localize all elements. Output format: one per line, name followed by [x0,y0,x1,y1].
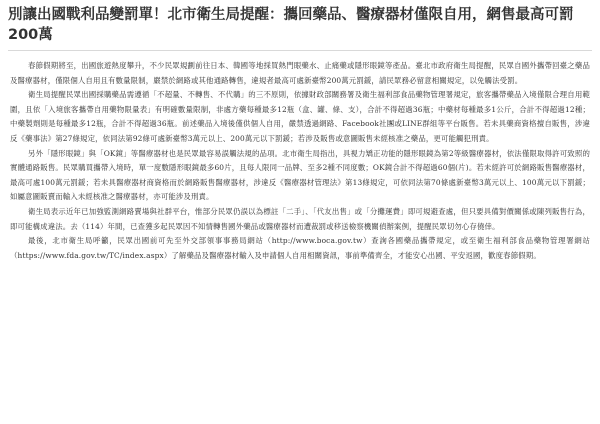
article-paragraph-5: 最後，北市衛生局呼籲，民眾出國前可先至外交部領事事務局網站（http://www.boca.gov.tw）查詢各國藥品攜帶規定，或至衛生福利部食品藥物管理署網站（https://www.fda.gov.tw/TC/index.aspx）了解藥品及醫療器材輸入及申請個人自用相關資訊，事前準備齊全，才能安心出國、平安返國，歡度春節假期。 [10,236,590,260]
title-divider [8,50,592,51]
article-paragraph-4: 衛生局表示近年已加強監測網路賣場與社群平台，惟部分民眾仍誤以為標註「二手」、「代友出售」或「分攤運費」即可規避查處，但只要具備對價關係或陳列販售行為，即可能構成違法。去（114）年間，已查獲多起民眾因不知情轉售國外藥品或醫療器材而遭裁罰或移送檢察機關偵辦案例，提醒民眾切勿心存僥倖。 [10,206,590,231]
article-body [8,59,592,263]
article-paragraph-2: 衛生局提醒民眾出國採購藥品需遵循「不超量、不轉售、不代購」的三不原則，依據財政部關務署及衛生福利部食品藥物管理署規定，旅客攜帶藥品入境僅限合理自用範圍，且依「入境旅客攜帶自用藥物限量表」有明確數量限制，非處方藥每種最多12瓶（盒、罐、條、支），合計不得超過36瓶；中藥材每種最多1公斤，合計不得超過12種；中藥製劑則是每種最多12瓶，合計不得超過36瓶。前述藥品入境後僅供個人自用，嚴禁透過網路、Facebook社團或LINE群組等平台販售。若未具藥商資格擅自販售，涉違反《藥事法》第27條規定，依同法第92條可處新臺幣3萬元以上、200萬元以下罰鍰；若涉及販售或意圖販售未經核准之藥品，更可能觸犯刑責。 [10,90,590,143]
article-title: 別讓出國戰利品變罰單！北市衛生局提醒：攜回藥品、醫療器材僅限自用，網售最高可罰200萬 [8,7,574,43]
article-paragraph-1: 春節假期將至，出國旅遊熱度攀升，不少民眾規劃前往日本、韓國等地採買熱門眼藥水、止痛藥或隱形眼鏡等產品。臺北市政府衛生局提醒，民眾自國外攜帶回臺之藥品及醫療器材，僅限個人自用且有數量限制，嚴禁於網路或其他通路轉售，違規者最高可處新臺幣200萬元罰鍰，請民眾務必留意相關規定，以免觸法受罰。 [10,61,590,85]
article-paragraph-3: 另外「隱形眼鏡」與「OK鏡」等醫療器材也是民眾最容易誤觸法規的品項。北市衛生局指出，具視力矯正功能的隱形眼鏡為第2等級醫療器材，依法僅限取得許可致照的實體通路販售。民眾購買攜帶入境時，單一度數隱形眼鏡最多60片，且每人限同一品牌、至多2種不同度數；OK鏡合計不得超過60個(片)。若未經許可於網路販售醫療器材，最高可處100萬元罰鍰；若未具醫療器材商資格而於網路販售醫療器材，涉違反《醫療器材管理法》第13條規定，可依同法第70條處新臺幣3萬元以上、100萬元以下罰鍰；如屬意圖販賣而輸入未經核准之醫療器材，亦可能涉及刑責。 [10,148,590,202]
